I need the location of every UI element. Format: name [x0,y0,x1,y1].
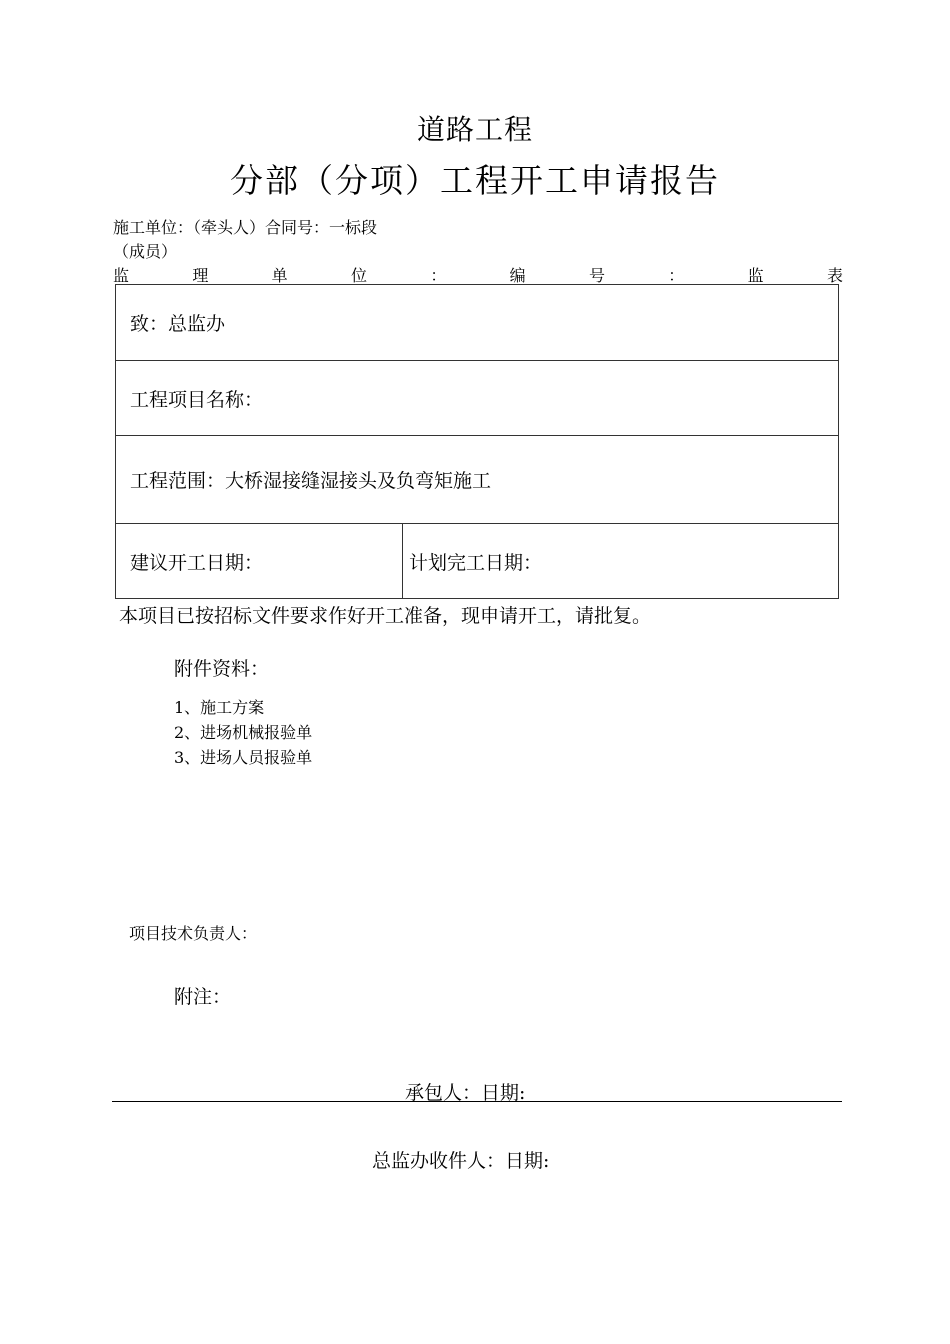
attachment-item: 2、进场机械报验单 [174,723,313,742]
supervisor-char: 理 [192,266,209,285]
supervisor-char: 监 [747,266,764,285]
divider-line [112,1101,842,1102]
receiver-signature: 总监办收件人：日期: [372,1150,550,1172]
member-line: （成员） [113,242,178,261]
attachment-item: 3、进场人员报验单 [174,748,313,767]
document-title-line1: 道路工程 [416,113,533,146]
supervisor-row [113,263,843,286]
scope-cell: 工程范围：大桥湿接缝湿接头及负弯矩施工 [116,436,839,524]
supervisor-char: 编 [509,266,526,285]
supervisor-char: 监 [113,266,130,285]
attachments-label: 附件资料： [174,658,270,680]
supervisor-char: 表 [826,266,843,285]
tech-lead-label: 项目技术负责人： [129,924,258,943]
contractor-line: 施工单位：（牵头人）合同号：一标段 [113,218,378,237]
application-form-table [115,284,839,599]
supervisor-char: 位 [350,266,367,285]
end-date-cell: 计划完工日期： [403,524,839,599]
request-text: 本项目已按招标文件要求作好开工准备，现申请开工，请批复。 [119,605,652,627]
supervisor-char: 单 [271,266,288,285]
contractor-signature: 承包人：日期: [405,1082,526,1104]
document-title-line2: 分部（分项）工程开工申请报告 [230,161,720,200]
supervisor-char: 号 [588,266,605,285]
start-date-cell: 建议开工日期： [116,524,403,599]
supervisor-char: ： [668,266,685,285]
attachment-item: 1、施工方案 [174,698,265,717]
supervisor-char: ： [430,266,447,285]
to-cell: 致：总监办 [116,285,839,361]
project-name-cell: 工程项目名称： [116,361,839,436]
note-label: 附注： [174,986,232,1008]
